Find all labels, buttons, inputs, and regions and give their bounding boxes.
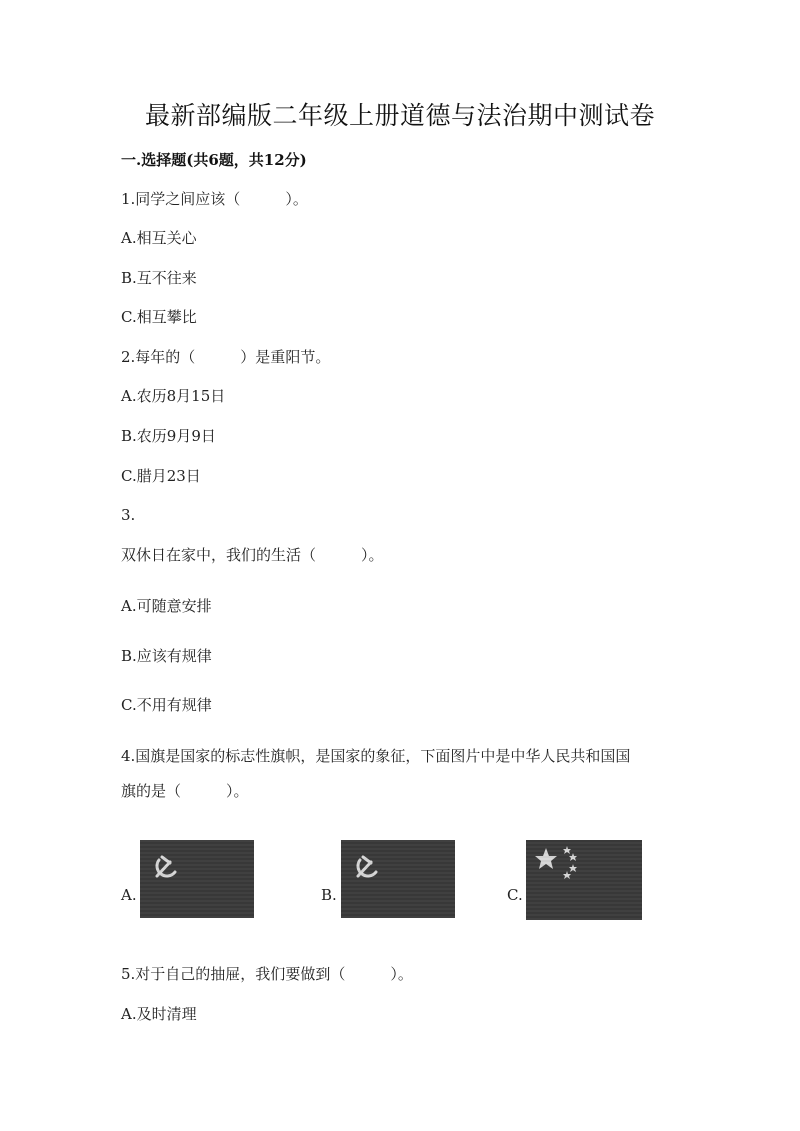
question-5-option-a: A.及时清理: [121, 1005, 197, 1023]
question-2-option-c: C.腊月23日: [121, 467, 201, 485]
question-4-stem-line-2: 旗的是（ ）。: [121, 782, 249, 800]
question-1-option-b: B.互不往来: [121, 269, 197, 287]
question-1-stem: 1.同学之间应该（ ）。: [121, 190, 308, 208]
question-1-option-a: A.相互关心: [121, 229, 197, 247]
question-1-option-c: C.相互攀比: [121, 308, 197, 326]
question-3-stem: 双休日在家中，我们的生活（ ）。: [121, 546, 384, 564]
question-2-option-a: A.农历8月15日: [121, 387, 226, 405]
choice-c-label: C.: [507, 886, 523, 904]
section-heading: 一.选择题(共6题，共12分): [121, 151, 307, 169]
choice-b-label: B.: [321, 886, 337, 904]
question-3-option-b: B.应该有规律: [121, 647, 212, 665]
question-3-option-c: C.不用有规律: [121, 696, 212, 714]
question-2-stem: 2.每年的（ ）是重阳节。: [121, 348, 331, 366]
document-title: 最新部编版二年级上册道德与法治期中测试卷: [144, 101, 655, 130]
question-2-option-b: B.农历9月9日: [121, 427, 216, 445]
party-flag-icon: [341, 840, 455, 918]
question-3-option-a: A.可随意安排: [121, 597, 212, 615]
question-4-stem-line-1: 4.国旗是国家的标志性旗帜，是国家的象征，下面图片中是中华人民共和国国: [121, 747, 631, 765]
choice-a-label: A.: [121, 886, 137, 904]
party-flag-icon: [140, 840, 254, 918]
question-5-stem: 5.对于自己的抽屉，我们要做到（ ）。: [121, 965, 413, 983]
question-3-number: 3.: [121, 506, 136, 524]
national-flag-icon: [526, 840, 642, 920]
